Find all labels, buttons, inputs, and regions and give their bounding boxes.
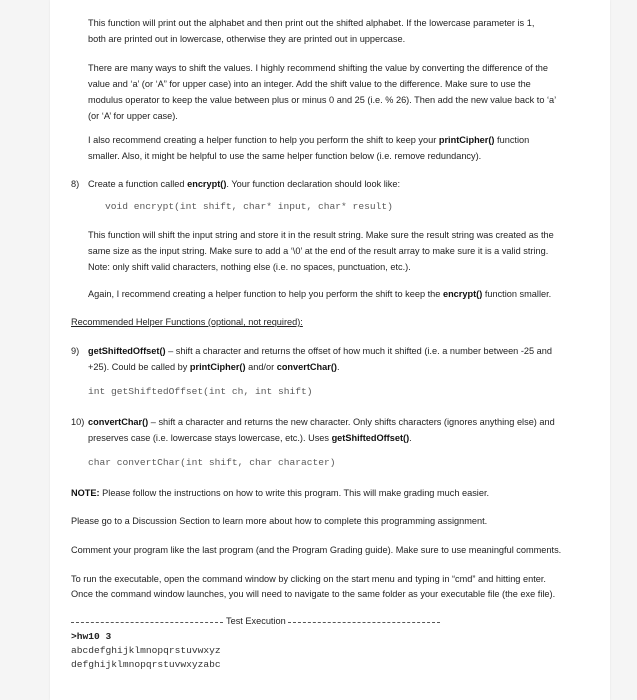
item8-text — [88, 176, 400, 193]
divider-right — [288, 622, 440, 623]
item8-number: 8) — [71, 179, 80, 189]
item9-line2-c: and/or — [245, 362, 277, 372]
item9-line2 — [88, 359, 340, 376]
item10-line2-a: preserves case (i.e. lowercase stays lowercase, etc.). Uses — [88, 433, 332, 443]
item8-text-c: . Your function declaration should look like: — [226, 179, 401, 189]
note-line — [71, 485, 489, 502]
p4-line1: This function will shift the input string and store it in the result string. Make sure the result string was created as the — [88, 230, 554, 240]
p4-line3: Note: only shift valid characters, nothing else (i.e. no spaces, punctuation, etc.). — [88, 262, 411, 272]
p3-text: I also recommend creating a helper function to help you perform the shift to keep your — [88, 135, 439, 145]
item10-line1 — [88, 414, 555, 431]
run-line2: Once the command window launches, you will need to navigate to the same folder as your executable file (the exe file). — [71, 589, 556, 599]
divider-left — [71, 622, 223, 623]
document-page — [50, 0, 610, 700]
p3-text-end: function — [494, 135, 530, 145]
item9-text: – shift a character and returns the offset of how much it shifted (i.e. a number between -25 and — [165, 346, 553, 356]
p5-text-a: Again, I recommend creating a helper function to help you perform the shift to keep the — [88, 289, 443, 299]
p5-text-c: function smaller. — [482, 289, 552, 299]
convert-char-declaration: char convertChar(int shift, char character) — [88, 457, 336, 468]
p1-line1: This function will print out the alphabet and then print out the shifted alphabet. If the lowercase parameter is 1, — [88, 18, 535, 28]
p1-line2: both are printed out in lowercase, otherwise they are printed out in uppercase. — [88, 34, 406, 44]
run-line1: To run the executable, open the command window by clicking on the start menu and typing in “cmd” and hitting enter. — [71, 574, 546, 584]
p3-line1 — [88, 132, 529, 149]
encrypt-declaration: void encrypt(int shift, char* input, char* result) — [105, 201, 393, 212]
p5-line — [88, 286, 551, 303]
item9-line2-e: . — [336, 362, 340, 372]
get-shifted-offset-name: getShiftedOffset() — [88, 346, 166, 356]
item10-text: – shift a character and returns the new character. Only shifts characters (ignores anything else) and — [148, 417, 555, 427]
p3-line2: smaller. Also, it might be helpful to use the same helper function below (i.e. remove redundancy). — [88, 151, 482, 161]
item10-number: 10) — [71, 417, 85, 427]
print-cipher-ref-2: printCipher() — [189, 362, 246, 372]
helpers-heading-text: Recommended Helper Functions (optional, not required): — [71, 317, 303, 327]
note-label: NOTE: — [71, 488, 100, 498]
comment-line: Comment your program like the last program (and the Program Grading guide). Make sure to use meaningful comments. — [71, 545, 562, 555]
p2-line3: modulus operator to keep the value between plus or minus 0 and 25 (i.e. % 26). Then add the new value back to ‘a’ — [88, 95, 557, 105]
helpers-heading — [71, 314, 303, 331]
test-execution-label: Test Execution — [226, 616, 286, 626]
p2-line1: There are many ways to shift the values. I highly recommend shifting the value by converting the difference of the — [88, 63, 548, 73]
item10-line2-c: . — [409, 433, 412, 443]
item9-line1 — [88, 343, 552, 360]
p2-line2: value and ‘a’ (or ‘A” for upper case) into an integer. Add the shift value to the difference. Make sure to use the — [88, 79, 531, 89]
get-shifted-offset-ref: getShiftedOffset() — [331, 433, 410, 443]
note-text: Please follow the instructions on how to write this program. This will make grading much easier. — [99, 488, 490, 498]
convert-char-name: convertChar() — [88, 417, 149, 427]
p4-line2: same size as the input string. Make sure to add a ‘\0’ at the end of the result array to make sure it is a valid string. — [88, 246, 549, 256]
item9-line2-a: +25). Could be called by — [88, 362, 190, 372]
item10-line2 — [88, 430, 412, 447]
item8-text-a: Create a function called — [88, 179, 188, 189]
encrypt-ref-2: encrypt() — [442, 289, 483, 299]
print-cipher-ref: printCipher() — [438, 135, 495, 145]
test-command: >hw10 3 — [71, 631, 112, 642]
encrypt-ref: encrypt() — [187, 179, 227, 189]
discussion-line: Please go to a Discussion Section to learn more about how to complete this programming assignment. — [71, 516, 488, 526]
test-output-line2: defghijklmnopqrstuvwxyzabc — [71, 659, 221, 670]
convert-char-ref: convertChar() — [276, 362, 337, 372]
test-output-line1: abcdefghijklmnopqrstuvwxyz — [71, 645, 221, 656]
get-shifted-offset-declaration: int getShiftedOffset(int ch, int shift) — [88, 386, 313, 397]
p2-line4: (or ‘A’ for upper case). — [88, 111, 178, 121]
item9-number: 9) — [71, 346, 80, 356]
